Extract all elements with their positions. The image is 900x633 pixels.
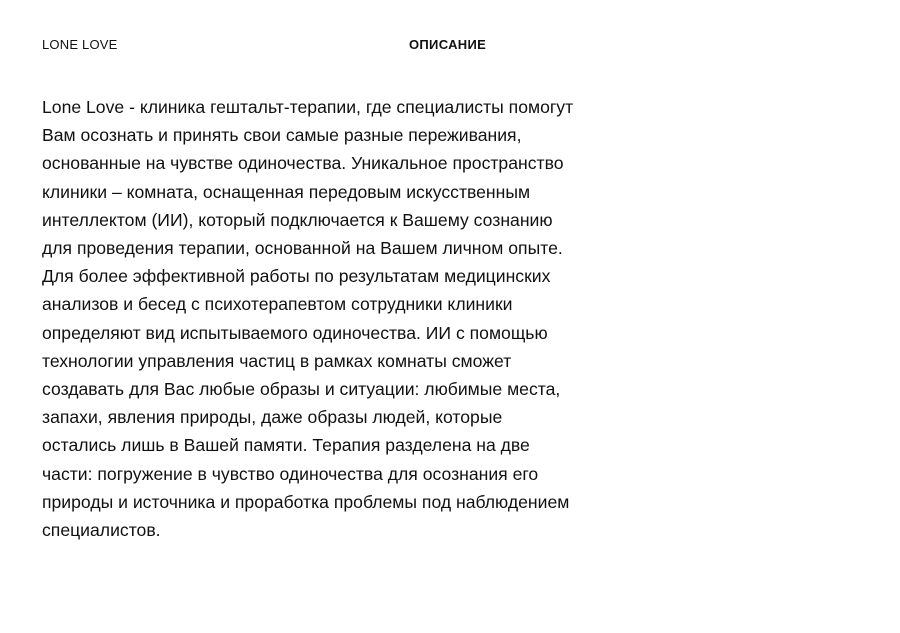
description-line: Для более эффективной работы по результатам медицинских (42, 266, 551, 287)
description-line: для проведения терапии, основанной на Вашем личном опыте. (42, 238, 563, 259)
description-line: части: погружение в чувство одиночества для осознания его (42, 463, 539, 484)
description-line: Lone Love - клиника гештальт-терапии, где специалисты помогут (42, 97, 574, 117)
description-line: анализов и бесед с психотерапевтом сотрудники клиники (42, 294, 513, 315)
description-line: определяют вид испытываемого одиночества. ИИ с помощью (42, 322, 548, 343)
description-line: технологии управления частиц в рамках комнаты сможет (42, 350, 512, 371)
description-text (42, 93, 662, 544)
description-line: запахи, явления природы, даже образы людей, которые (42, 407, 503, 428)
description-line: Вам осознать и принять свои самые разные переживания, (42, 125, 522, 146)
brand-name: LONE LOVE (42, 37, 118, 52)
description-line: остались лишь в Вашей памяти. Терапия разделена на две (42, 435, 530, 456)
description-line: основанные на чувстве одиночества. Уникальное пространство (42, 153, 564, 174)
description-line: создавать для Вас любые образы и ситуации: любимые места, (42, 379, 561, 400)
description-line: природы и источника и проработка проблемы под наблюдением (42, 491, 570, 512)
description-line: интеллектом (ИИ), который подключается к Вашему сознанию (42, 209, 553, 230)
description-line: клиники – комната, оснащенная передовым искусственным (42, 181, 531, 202)
description-line: специалистов. (42, 520, 161, 541)
section-title: ОПИСАНИЕ (409, 37, 487, 52)
